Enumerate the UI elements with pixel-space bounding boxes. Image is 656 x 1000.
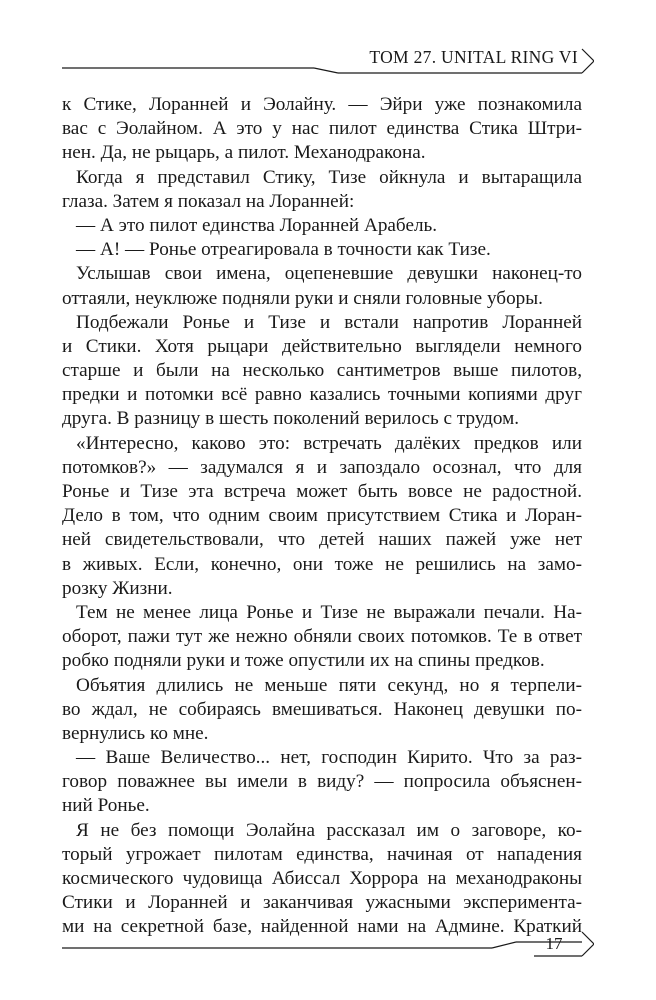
text-line: оттаяли, неуклюже подняли руки и сняли головные уборы.	[62, 287, 543, 309]
text-line: ний Ронье.	[62, 795, 150, 817]
text-line: космического чудовища Абиссал Хоррора на механодраконы	[62, 868, 582, 889]
text-line: Когда я представил Стику, Тизе ойкнула и вытаращила	[76, 166, 582, 188]
page-number: 17	[545, 934, 563, 953]
text-line: в живых. Если, конечно, они тоже не решились на замо-	[62, 553, 582, 575]
text-line: вернулись ко мне.	[62, 722, 209, 744]
text-line: Дело в том, что одним своим присутствием Стика и Лоран-	[62, 505, 582, 527]
text-line: — А это пилот единства Лоранней Арабель.	[76, 214, 438, 236]
text-line: глаза. Затем я показал на Лоранней:	[62, 190, 355, 212]
text-line: — А! — Ронье отреагировала в точности как Тизе.	[76, 239, 491, 261]
text-line: нен. Да, не рыцарь, а пилот. Механодракона.	[62, 142, 426, 164]
text-line: ней свидетельствовали, что детей наших пажей уже нет	[62, 529, 582, 551]
text-line: Тем не менее лица Ронье и Тизе не выражали печали. На-	[76, 601, 582, 623]
text-line: Услышав свои имена, оцепеневшие девушки наконец-то	[76, 263, 582, 285]
text-line: оборот, пажи тут же нежно обняли своих потомков. Те в ответ	[62, 626, 582, 648]
text-line: Ронье и Тизе эта встреча может быть вовсе не радостной.	[62, 481, 582, 502]
body-text	[62, 93, 582, 940]
text-line: ми на секретной базе, найденной нами на Админе. Краткий	[62, 916, 582, 938]
text-line: вас с Эолайном. А это у нас пилот единства Стика Штри-	[62, 118, 582, 140]
text-line: друга. В разницу в шесть поколений верилось с трудом.	[62, 408, 520, 430]
text-line: Подбежали Ронье и Тизе и встали напротив Лоранней	[76, 311, 582, 333]
page-footer	[62, 928, 594, 964]
text-line: потомков?» — задумался я и запоздало осознал, что для	[62, 456, 582, 478]
text-line: робко подняли руки и тоже опустили их на спины предков.	[62, 650, 545, 672]
text-line: Объятия длились не меньше пяти секунд, но я терпели-	[76, 674, 582, 696]
footer-rule-ornament	[62, 928, 594, 964]
text-line: и Стики. Хотя рыцари действительно выглядели немного	[62, 335, 582, 357]
text-line: во ждал, не собираясь вмешиваться. Наконец девушки по-	[62, 698, 582, 720]
text-line: торый угрожает пилотам единства, начиная от нападения	[62, 843, 582, 865]
text-line: — Ваше Величество... нет, господин Кирито. Что за раз-	[76, 747, 582, 769]
text-line: Стики и Лоранней и заканчивая ужасными эксперимента-	[62, 892, 582, 914]
text-line: старше и были на несколько сантиметров выше пилотов,	[62, 360, 582, 382]
running-header	[62, 40, 594, 80]
text-line: «Интересно, каково это: встречать далёких предков или	[76, 432, 582, 454]
text-line: Я не без помощи Эолайна рассказал им о заговоре, ко-	[76, 819, 582, 841]
text-line: предки и потомки всё равно казались точными копиями друг	[62, 384, 582, 406]
running-title: ТОМ 27. UNITAL RING VI	[365, 47, 578, 68]
text-line: розку Жизни.	[62, 577, 173, 599]
text-line: к Стике, Лоранней и Эолайну. — Эйри уже познакомила	[62, 94, 582, 115]
text-line: говор поважнее вы имели в виду? — попросила объяснен-	[62, 771, 582, 793]
